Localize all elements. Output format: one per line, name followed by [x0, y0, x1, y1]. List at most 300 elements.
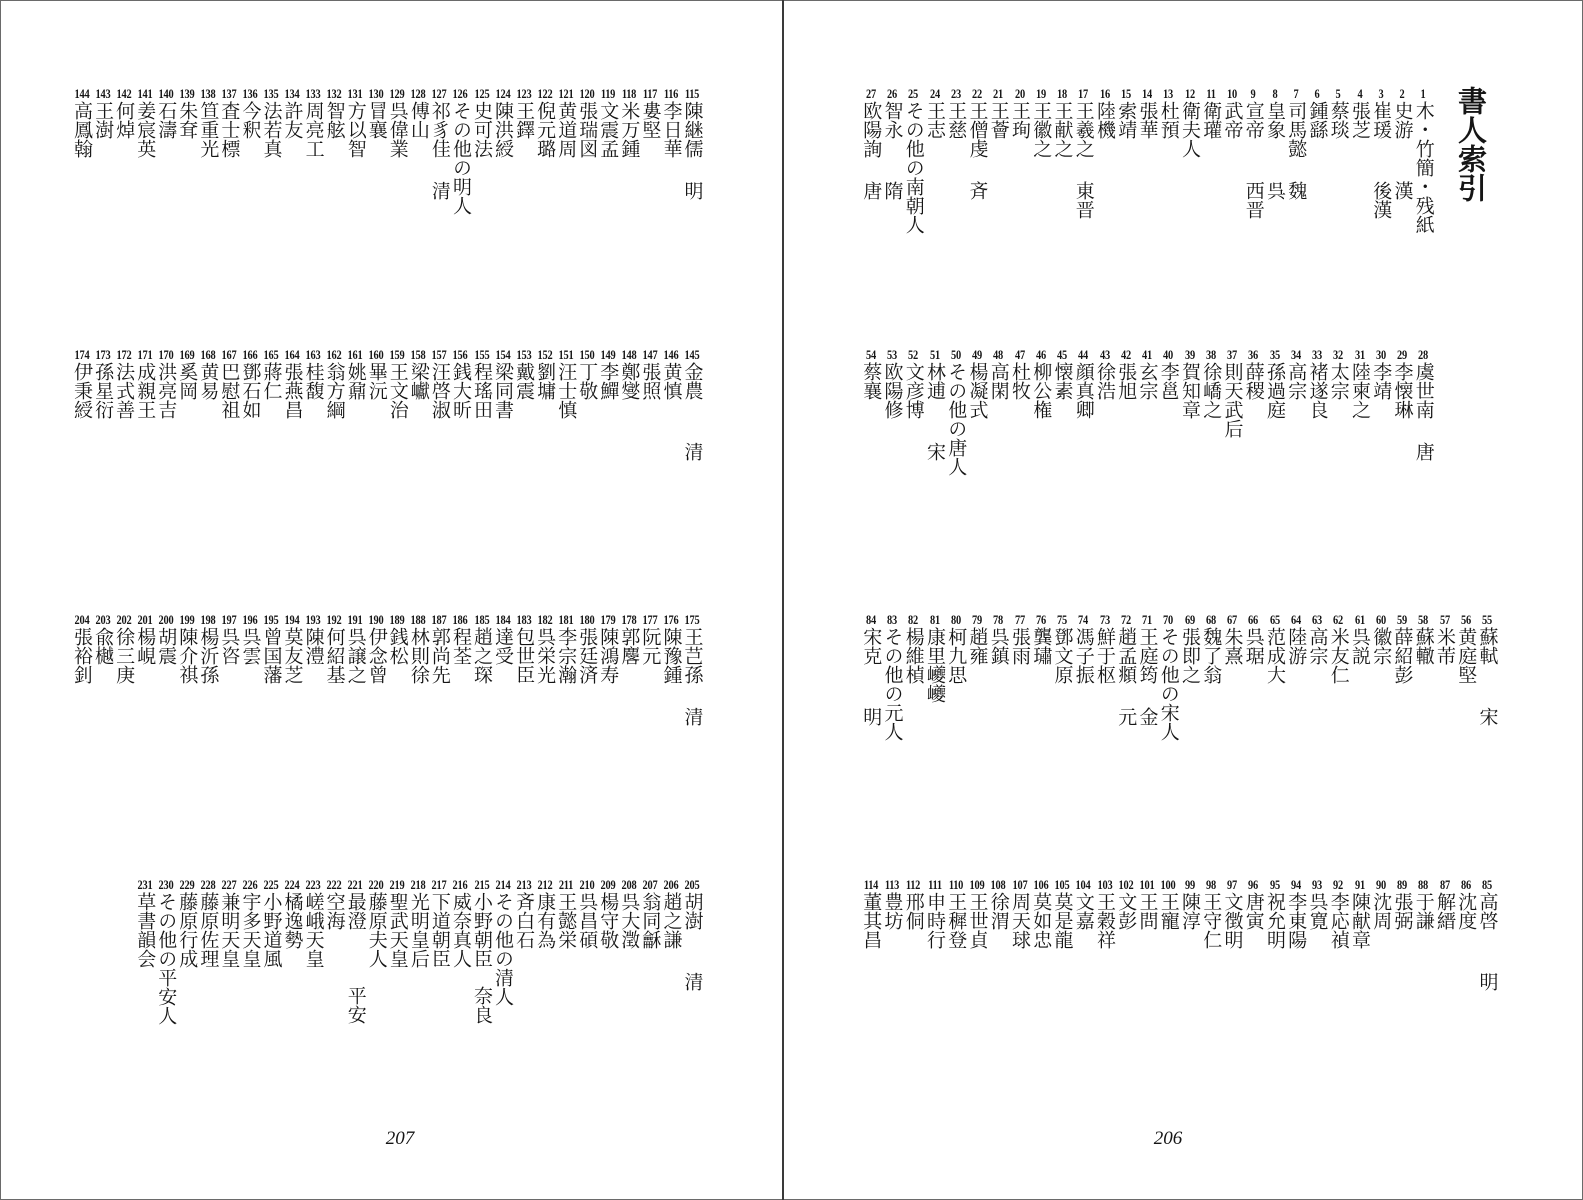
entry-number: 186 [452, 612, 468, 627]
entry-name: 王献之 [1051, 101, 1074, 158]
entry-number: 38 [1205, 347, 1216, 362]
entry-number: 10 [1227, 86, 1237, 101]
entry-number: 3 [1378, 86, 1384, 101]
entry-name: 賀知章 [1179, 362, 1201, 419]
entry-name: 沈周 [1370, 892, 1393, 930]
entry-number: 198 [200, 612, 216, 627]
entry-number: 110 [948, 877, 963, 892]
entry-name: 空海 [323, 892, 346, 930]
entry-number: 37 [1227, 347, 1237, 362]
entry-number: 73 [1099, 612, 1110, 627]
entry-name: 呉寛 [1306, 892, 1329, 930]
entry-name: 索靖 [1115, 101, 1138, 139]
entry-number: 217 [431, 877, 447, 892]
entry-name: 宇多天皇 [239, 892, 262, 968]
entry-name: 呉偉業 [386, 101, 409, 158]
entry-number: 89 [1397, 877, 1407, 892]
entry-name: 兪樾 [92, 627, 115, 665]
entry-name: 王問 [1136, 892, 1159, 930]
entry-number: 187 [431, 612, 447, 627]
entry-name: 巴慰祖 [218, 362, 241, 419]
entry-number: 103 [1097, 877, 1112, 892]
entry-number: 135 [263, 86, 279, 101]
entry-number: 4 [1357, 86, 1362, 101]
entry-name: 張廷済 [576, 627, 599, 684]
entry-name: 傅山 [407, 101, 430, 139]
entry-name: 伊念曾 [365, 627, 388, 684]
entry-name: 郭麐 [618, 627, 641, 665]
entry-name: 阮元 [639, 627, 662, 665]
entry-name: 小野朝臣 [471, 892, 493, 968]
entry-name: 蘇轍 [1412, 627, 1435, 665]
entry-name: 達受 [492, 627, 515, 665]
entry-number: 31 [1354, 347, 1365, 362]
entry-number: 214 [495, 877, 510, 892]
entry-name: 徐嶠之 [1200, 362, 1223, 419]
entry-name: 祝允明 [1264, 892, 1286, 949]
entry-name: 黄易 [197, 362, 220, 400]
entry-name: 周亮工 [302, 101, 325, 158]
entry-number: 162 [326, 347, 342, 362]
entry-name: 呉琚 [1242, 627, 1265, 665]
entry-number: 58 [1418, 612, 1429, 627]
entry-number: 5 [1335, 86, 1341, 101]
entry-number: 190 [368, 612, 384, 627]
entry-number: 92 [1333, 877, 1344, 892]
entry-name: 婁堅 [639, 101, 662, 139]
entry-number: 124 [495, 86, 510, 101]
entry-name: 王志 [924, 101, 946, 139]
entry-number: 141 [137, 86, 153, 101]
entry-name: その他の宋人 [1157, 627, 1180, 741]
entry-name: 欧陽修 [881, 362, 904, 419]
entry-name: 汪士慎 [555, 362, 578, 419]
entry-number: 159 [389, 347, 405, 362]
entry-number: 215 [474, 877, 489, 892]
entry-number: 72 [1120, 612, 1131, 627]
entry-number: 126 [452, 86, 468, 101]
entry-name: 文徴明 [1221, 892, 1244, 949]
entry-number: 211 [558, 877, 573, 892]
entry-number: 93 [1312, 877, 1322, 892]
entry-number: 225 [263, 877, 279, 892]
entry-number: 146 [663, 347, 679, 362]
era-label: 清 [681, 442, 704, 461]
entry-number: 148 [621, 347, 637, 362]
entry-name: 申時行 [924, 892, 946, 949]
entry-number: 170 [158, 347, 174, 362]
entry-name: 孫過庭 [1264, 362, 1286, 419]
entry-number: 208 [621, 877, 637, 892]
entry-number: 15 [1120, 86, 1131, 101]
entry-number: 108 [990, 877, 1006, 892]
entry-number: 98 [1205, 877, 1216, 892]
entry-number: 193 [305, 612, 321, 627]
entry-name: 梁同書 [492, 362, 515, 419]
entry-number: 48 [993, 347, 1004, 362]
entry-number: 33 [1312, 347, 1322, 362]
entry-number: 85 [1482, 877, 1492, 892]
entry-number: 115 [684, 86, 700, 101]
entry-number: 75 [1057, 612, 1067, 627]
entry-number: 161 [347, 347, 363, 362]
entry-name: 史可法 [471, 101, 493, 158]
entry-name: 陳豫鍾 [660, 627, 683, 684]
era-label: 元 [1115, 707, 1138, 726]
entry-number: 142 [116, 86, 132, 101]
entry-name: 笪重光 [197, 101, 220, 158]
entry-name: 王芑孫 [681, 627, 704, 684]
entry-number: 128 [410, 86, 426, 101]
entry-number: 229 [179, 877, 195, 892]
entry-number: 65 [1269, 612, 1280, 627]
entry-number: 18 [1057, 86, 1067, 101]
entry-number: 102 [1118, 877, 1134, 892]
entry-name: 呉鎮 [987, 627, 1010, 665]
entry-number: 16 [1099, 86, 1110, 101]
entry-name: 唐寅 [1242, 892, 1265, 930]
entry-name: 藤原行成 [176, 892, 199, 968]
entry-number: 125 [474, 86, 489, 101]
entry-number: 24 [929, 86, 940, 101]
entry-name: 法若真 [260, 101, 283, 158]
entry-name: 杜牧 [1009, 362, 1031, 400]
entry-number: 165 [263, 347, 279, 362]
entry-name: 顔真卿 [1072, 362, 1095, 419]
page-number: 207 [385, 1128, 415, 1149]
entry-name: 陳介祺 [176, 627, 199, 684]
entry-name: 倪元璐 [534, 101, 557, 158]
entry-number: 88 [1418, 877, 1429, 892]
entry-number: 13 [1163, 86, 1174, 101]
entry-name: 呉栄光 [534, 627, 557, 684]
entry-name: 武帝 [1221, 101, 1244, 139]
entry-name: 文嘉 [1072, 892, 1095, 930]
entry-name: 何焯 [113, 101, 136, 139]
entry-number: 136 [242, 86, 258, 101]
entry-number: 114 [863, 877, 878, 892]
entry-number: 200 [158, 612, 174, 627]
entry-name: 黄道周 [555, 101, 578, 158]
era-label: 隋 [881, 181, 904, 200]
entry-number: 116 [663, 86, 679, 101]
entry-number: 8 [1272, 86, 1277, 101]
entry-name: 李宗瀚 [555, 627, 578, 684]
entry-name: 戴震 [513, 362, 536, 400]
entry-number: 223 [305, 877, 321, 892]
entry-number: 156 [452, 347, 468, 362]
entry-name: 楊峴 [134, 627, 157, 665]
entry-name: 李鱓 [597, 362, 620, 400]
entry-number: 119 [600, 86, 615, 101]
entry-number: 109 [969, 877, 985, 892]
entry-number: 203 [95, 612, 111, 627]
entry-name: 冒襄 [365, 101, 388, 139]
entry-name: 曾国藩 [260, 627, 283, 684]
entry-number: 228 [200, 877, 216, 892]
era-label: 明 [1476, 972, 1499, 991]
entry-name: 馮子振 [1072, 627, 1095, 684]
entry-name: 胡震 [155, 627, 178, 665]
entry-number: 189 [389, 612, 405, 627]
entry-number: 172 [116, 347, 132, 362]
entry-number: 163 [305, 347, 321, 362]
entry-name: 鄧石如 [239, 362, 262, 419]
entry-number: 22 [972, 86, 982, 101]
entry-name: 奚岡 [176, 362, 199, 400]
entry-number: 123 [516, 86, 532, 101]
entry-name: 李日華 [660, 101, 683, 158]
entry-name: 王薈 [987, 101, 1010, 139]
entry-number: 157 [431, 347, 447, 362]
entry-number: 231 [137, 877, 153, 892]
entry-name: 呉咨 [218, 627, 241, 665]
entry-number: 80 [950, 612, 961, 627]
entry-name: 伊秉綬 [71, 362, 94, 419]
era-label: 明 [681, 181, 704, 200]
entry-name: 杜預 [1157, 101, 1180, 139]
entry-name: 宣帝 [1242, 101, 1265, 139]
entry-number: 205 [684, 877, 700, 892]
entry-name: 程荃 [449, 627, 472, 665]
entry-name: 薛紹彭 [1391, 627, 1414, 684]
entry-name: 鮮于枢 [1094, 627, 1116, 684]
entry-name: 宋克 [860, 627, 883, 665]
entry-number: 62 [1333, 612, 1344, 627]
entry-name: 銭松 [386, 627, 409, 665]
entry-number: 49 [972, 347, 982, 362]
entry-name: 蘇軾 [1476, 627, 1499, 665]
right-page [785, 0, 1583, 1200]
entry-number: 133 [305, 86, 321, 101]
entry-name: その他の明人 [449, 101, 472, 215]
left-page [0, 0, 782, 1200]
entry-number: 149 [600, 347, 616, 362]
entry-number: 78 [993, 612, 1004, 627]
entry-name: 胡澍 [681, 892, 704, 930]
entry-name: 王珣 [1009, 101, 1031, 139]
entry-name: 陸游 [1285, 627, 1308, 665]
era-label: 西晋 [1242, 181, 1265, 219]
entry-name: 張旭 [1115, 362, 1138, 400]
era-label: 明 [860, 707, 883, 726]
entry-name: 光明皇后 [407, 892, 430, 968]
entry-name: 龔璛 [1030, 627, 1053, 665]
entry-name: 郭尚先 [428, 627, 451, 684]
entry-name: 米芾 [1434, 627, 1456, 665]
entry-number: 34 [1290, 347, 1301, 362]
entry-name: その他の清人 [492, 892, 515, 1006]
entry-number: 191 [347, 612, 363, 627]
entry-name: 張雨 [1009, 627, 1031, 665]
entry-number: 67 [1227, 612, 1237, 627]
era-label: 奈良 [471, 986, 493, 1024]
entry-number: 182 [537, 612, 553, 627]
entry-name: 林逋 [924, 362, 946, 400]
entry-number: 127 [431, 86, 447, 101]
entry-name: 米万鍾 [618, 101, 641, 158]
entry-name: 朱熹 [1221, 627, 1244, 665]
entry-number: 197 [221, 612, 237, 627]
entry-name: 徐渭 [987, 892, 1010, 930]
entry-number: 122 [537, 86, 553, 101]
entry-name: 王澍 [92, 101, 115, 139]
entry-name: 梁巘 [407, 362, 430, 400]
entry-name: 張燕昌 [281, 362, 304, 419]
entry-name: 藤原佐理 [197, 892, 220, 968]
entry-number: 53 [887, 347, 897, 362]
entry-name: 張瑞図 [576, 101, 599, 158]
entry-name: 衛瓘 [1200, 101, 1223, 139]
entry-number: 107 [1012, 877, 1027, 892]
entry-name: 李邕 [1157, 362, 1180, 400]
entry-name: 方以智 [344, 101, 367, 158]
entry-number: 112 [906, 877, 921, 892]
entry-number: 94 [1290, 877, 1301, 892]
entry-name: 莫友芝 [281, 627, 304, 684]
era-label: 清 [428, 181, 451, 200]
entry-name: 陳鴻寿 [597, 627, 620, 684]
entry-number: 95 [1269, 877, 1280, 892]
entry-name: 蔡琰 [1327, 101, 1350, 139]
entry-number: 54 [865, 347, 876, 362]
entry-name: 石濤 [155, 101, 178, 139]
entry-name: 米友仁 [1327, 627, 1350, 684]
entry-name: 陳淳 [1179, 892, 1201, 930]
entry-name: 翁同龢 [639, 892, 662, 949]
entry-name: 鄧文原 [1051, 627, 1074, 684]
entry-name: 劉墉 [534, 362, 557, 400]
entry-number: 82 [908, 612, 919, 627]
entry-name: 楊沂孫 [197, 627, 220, 684]
entry-number: 51 [929, 347, 940, 362]
entry-number: 153 [516, 347, 532, 362]
entry-number: 84 [865, 612, 876, 627]
entry-number: 216 [452, 877, 468, 892]
entry-name: 司馬懿 [1285, 101, 1308, 158]
entry-number: 188 [410, 612, 426, 627]
entry-name: 下道朝臣 [428, 892, 451, 968]
entry-name: 藤原夫人 [365, 892, 388, 968]
entry-name: 銭大昕 [449, 362, 472, 419]
entry-name: 孫星衍 [92, 362, 115, 419]
entry-name: 王羲之 [1072, 101, 1095, 158]
entry-number: 12 [1184, 86, 1195, 101]
entry-number: 79 [972, 612, 982, 627]
entry-name: その他の元人 [881, 627, 904, 741]
entry-name: 欧陽詢 [860, 101, 883, 158]
entry-name: 李懐琳 [1391, 362, 1414, 419]
entry-name: 王徽之 [1030, 101, 1053, 158]
entry-name: 朱耷 [176, 101, 199, 139]
entry-number: 151 [558, 347, 574, 362]
entry-number: 179 [600, 612, 616, 627]
entry-name: 高啓 [1476, 892, 1499, 930]
entry-number: 28 [1418, 347, 1429, 362]
entry-name: 張華 [1136, 101, 1159, 139]
book-gutter [782, 0, 784, 1200]
entry-number: 30 [1375, 347, 1386, 362]
entry-name: 今釈 [239, 101, 262, 139]
entry-number: 230 [158, 877, 174, 892]
entry-name: 趙之謙 [660, 892, 683, 949]
entry-number: 166 [242, 347, 258, 362]
era-label: 宋 [924, 442, 946, 461]
entry-name: 徐三庚 [113, 627, 136, 684]
entry-name: 許友 [281, 101, 304, 139]
entry-number: 14 [1142, 86, 1152, 101]
entry-name: 程瑤田 [471, 362, 493, 419]
entry-number: 32 [1333, 347, 1344, 362]
page-number: 206 [1153, 1128, 1183, 1149]
entry-name: 桂馥 [302, 362, 325, 400]
entry-name: 王僧虔 [966, 101, 989, 158]
entry-name: 畢沅 [365, 362, 388, 400]
entry-number: 181 [558, 612, 574, 627]
entry-name: 楊凝式 [966, 362, 989, 419]
entry-number: 11 [1206, 86, 1216, 101]
entry-number: 183 [516, 612, 532, 627]
entry-name: 文彦博 [902, 362, 925, 419]
entry-name: 小野道風 [260, 892, 283, 968]
entry-number: 9 [1250, 86, 1256, 101]
entry-number: 175 [684, 612, 700, 627]
entry-number: 164 [284, 347, 300, 362]
entry-number: 86 [1460, 877, 1471, 892]
entry-number: 76 [1035, 612, 1046, 627]
entry-number: 21 [993, 86, 1004, 101]
entry-number: 19 [1035, 86, 1046, 101]
entry-name: 最澄 [344, 892, 367, 930]
entry-number: 174 [74, 347, 89, 362]
entry-number: 206 [663, 877, 679, 892]
entry-name: 高宗 [1306, 627, 1329, 665]
entry-name: 沈度 [1455, 892, 1478, 930]
entry-number: 224 [284, 877, 300, 892]
entry-number: 83 [887, 612, 897, 627]
entry-number: 96 [1248, 877, 1259, 892]
entry-number: 47 [1014, 347, 1025, 362]
entry-number: 147 [642, 347, 658, 362]
entry-name: 魏了翁 [1200, 627, 1223, 684]
entry-number: 105 [1054, 877, 1070, 892]
entry-name: 王懿栄 [555, 892, 578, 949]
entry-name: その他の平安人 [155, 892, 178, 1025]
era-label: 魏 [1285, 181, 1308, 200]
entry-name: 洪亮吉 [155, 362, 178, 419]
entry-number: 139 [179, 86, 195, 101]
entry-number: 26 [887, 86, 897, 101]
entry-number: 101 [1139, 877, 1155, 892]
entry-number: 59 [1397, 612, 1407, 627]
entry-number: 222 [326, 877, 342, 892]
era-label: 金 [1136, 707, 1159, 726]
entry-number: 99 [1184, 877, 1195, 892]
entry-name: 成親王 [134, 362, 157, 419]
entry-name: 范成大 [1264, 627, 1286, 684]
entry-name: 則天武后 [1221, 362, 1244, 438]
entry-name: 皇象 [1264, 101, 1286, 139]
entry-number: 69 [1184, 612, 1195, 627]
entry-number: 160 [368, 347, 384, 362]
entry-name: 張照 [639, 362, 662, 400]
entry-name: 鄭燮 [618, 362, 641, 400]
entry-number: 70 [1163, 612, 1174, 627]
entry-number: 194 [284, 612, 300, 627]
entry-number: 42 [1120, 347, 1131, 362]
entry-number: 212 [537, 877, 553, 892]
entry-number: 184 [495, 612, 510, 627]
